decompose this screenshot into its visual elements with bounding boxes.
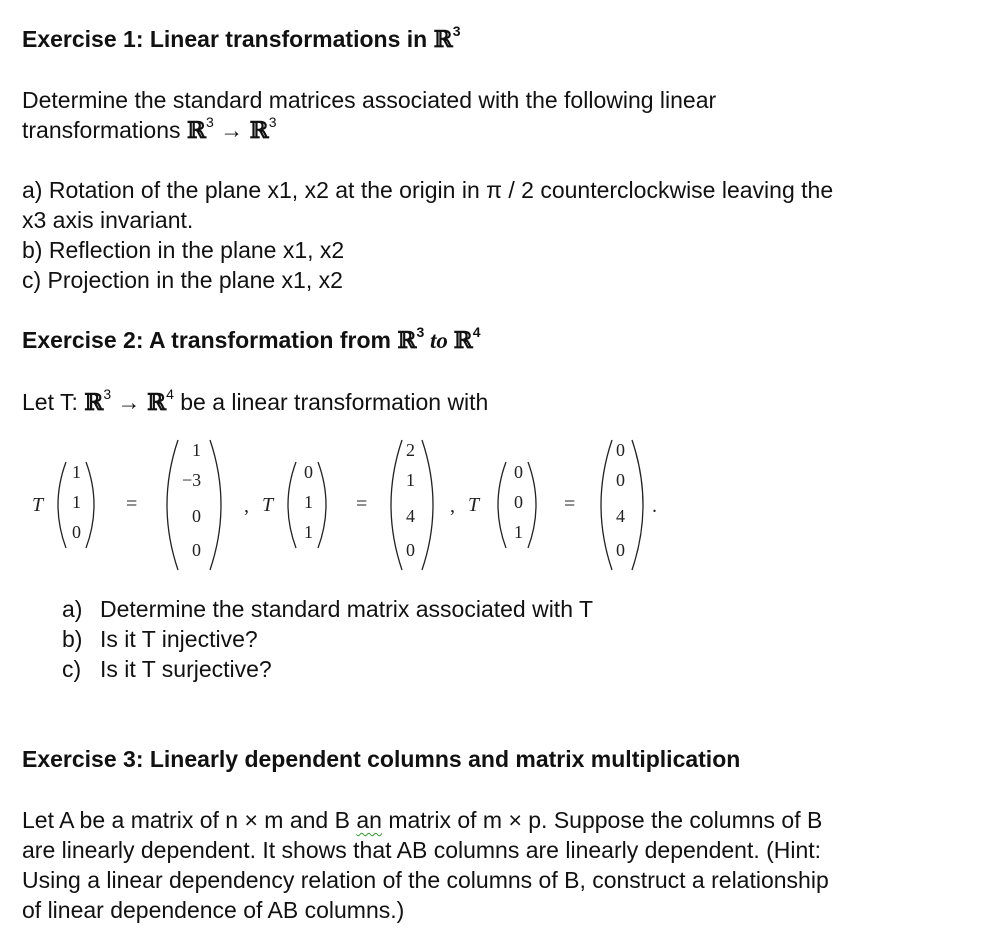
arrow: → (213, 117, 250, 143)
vector-entry: 0 (192, 540, 201, 560)
real-numbers-symbol: ℝ (433, 26, 453, 53)
right-paren (422, 440, 433, 570)
t-symbol: T (32, 494, 44, 516)
equals-sign: = (356, 493, 368, 515)
superscript: 4 (166, 386, 174, 403)
left-paren (58, 462, 66, 548)
exercise-2-title (22, 325, 481, 356)
vector-entry: 1 (72, 492, 81, 512)
intro-text: transformations (22, 117, 187, 143)
equals-sign: = (126, 493, 138, 515)
list-marker: c) (62, 656, 82, 682)
equals-sign: = (564, 493, 576, 515)
real-numbers-symbol: ℝ (397, 327, 417, 354)
t-symbol: T (468, 494, 480, 516)
vector-entry: 0 (616, 440, 625, 460)
superscript: 3 (103, 386, 112, 403)
exercise-1-title-text: Exercise 1: Linear transformations in (22, 26, 434, 52)
real-numbers-symbol: ℝ (186, 117, 207, 144)
list-marker: a) (62, 596, 83, 622)
real-numbers-symbol: ℝ (249, 117, 269, 144)
text-segment: matrix of m × p. Suppose the columns of B (381, 807, 823, 833)
superscript: 3 (452, 23, 461, 40)
transformation-equations (0, 430, 986, 590)
vector-entry: 4 (406, 506, 415, 526)
question-text: Is it T surjective? (100, 656, 272, 682)
right-paren (210, 440, 221, 570)
exercise-2-let-line (22, 387, 488, 418)
exercise-3-line-4: of linear dependence of AB columns.) (22, 897, 405, 923)
exercise-1-intro-line-1: Determine the standard matrices associated with the following linear (22, 87, 717, 113)
exercise-1-item-a-line-1: a) Rotation of the plane x1, x2 at the origin in π / 2 counterclockwise leaving the (22, 177, 834, 203)
exercise-1-item-c: c) Projection in the plane x1, x2 (22, 267, 343, 293)
superscript: 3 (416, 324, 425, 341)
to-word: to (424, 328, 454, 353)
real-numbers-symbol: ℝ (146, 389, 167, 416)
comma: , (450, 495, 455, 517)
right-paren (528, 462, 536, 548)
superscript: 4 (472, 324, 481, 341)
vector-entry: 1 (72, 462, 81, 482)
list-marker: b) (62, 626, 83, 652)
exercise-1-title (22, 24, 461, 55)
left-paren (391, 440, 402, 570)
vector-entry: 0 (304, 462, 313, 482)
question-text: Determine the standard matrix associated with T (100, 596, 594, 622)
t-symbol: T (262, 494, 274, 516)
period: . (652, 495, 657, 517)
vector-entry: 0 (192, 506, 201, 526)
right-paren (86, 462, 94, 548)
vector-entry: 2 (406, 440, 415, 460)
exercise-3-line-1 (22, 805, 822, 835)
left-paren (167, 440, 178, 570)
vector-entry: 1 (192, 440, 201, 460)
real-numbers-symbol: ℝ (453, 327, 473, 354)
vector-entry: 0 (616, 470, 625, 490)
spellcheck-flagged-word[interactable]: an (356, 807, 382, 833)
text-segment: Let A be a matrix of n × m and B (22, 807, 357, 833)
vector-entry: 0 (616, 540, 625, 560)
left-paren (498, 462, 506, 548)
exercise-3-line-3: Using a linear dependency relation of the columns of B, construct a relationship (22, 867, 829, 893)
arrow: → (111, 389, 147, 415)
vector-entry: 0 (406, 540, 415, 560)
exercise-1-item-b: b) Reflection in the plane x1, x2 (22, 237, 345, 263)
vector-entry: 1 (304, 522, 313, 542)
exercise-2-title-text: Exercise 2: A transformation from (22, 327, 398, 353)
exercise-2-question-a (62, 594, 593, 624)
left-paren (601, 440, 612, 570)
right-paren (318, 462, 326, 548)
let-prefix: Let T: (22, 389, 85, 415)
question-text: Is it T injective? (100, 626, 258, 652)
exercise-1-item-a-line-2: x3 axis invariant. (22, 207, 194, 233)
vector-entry: 4 (616, 506, 625, 526)
vector-entry: 1 (406, 470, 415, 490)
exercise-3-title: Exercise 3: Linearly dependent columns and matrix multiplication (22, 746, 741, 772)
let-suffix: be a linear transformation with (173, 389, 489, 415)
exercise-2-question-c (62, 654, 272, 684)
comma: , (244, 495, 249, 517)
superscript: 3 (268, 114, 277, 131)
vector-entry: 0 (72, 522, 81, 542)
superscript: 3 (206, 114, 214, 131)
vector-entry: −3 (182, 470, 202, 490)
vector-entry: 0 (514, 462, 523, 482)
real-numbers-symbol: ℝ (84, 389, 104, 416)
vector-entry: 1 (304, 492, 313, 512)
right-paren (632, 440, 643, 570)
vector-entry: 1 (514, 522, 523, 542)
vector-entry: 0 (514, 492, 523, 512)
exercise-2-question-b (62, 624, 258, 654)
exercise-1-intro-line-2 (22, 115, 277, 146)
left-paren (288, 462, 296, 548)
exercise-3-line-2: are linearly dependent. It shows that AB columns are linearly dependent. (Hint: (22, 837, 822, 863)
